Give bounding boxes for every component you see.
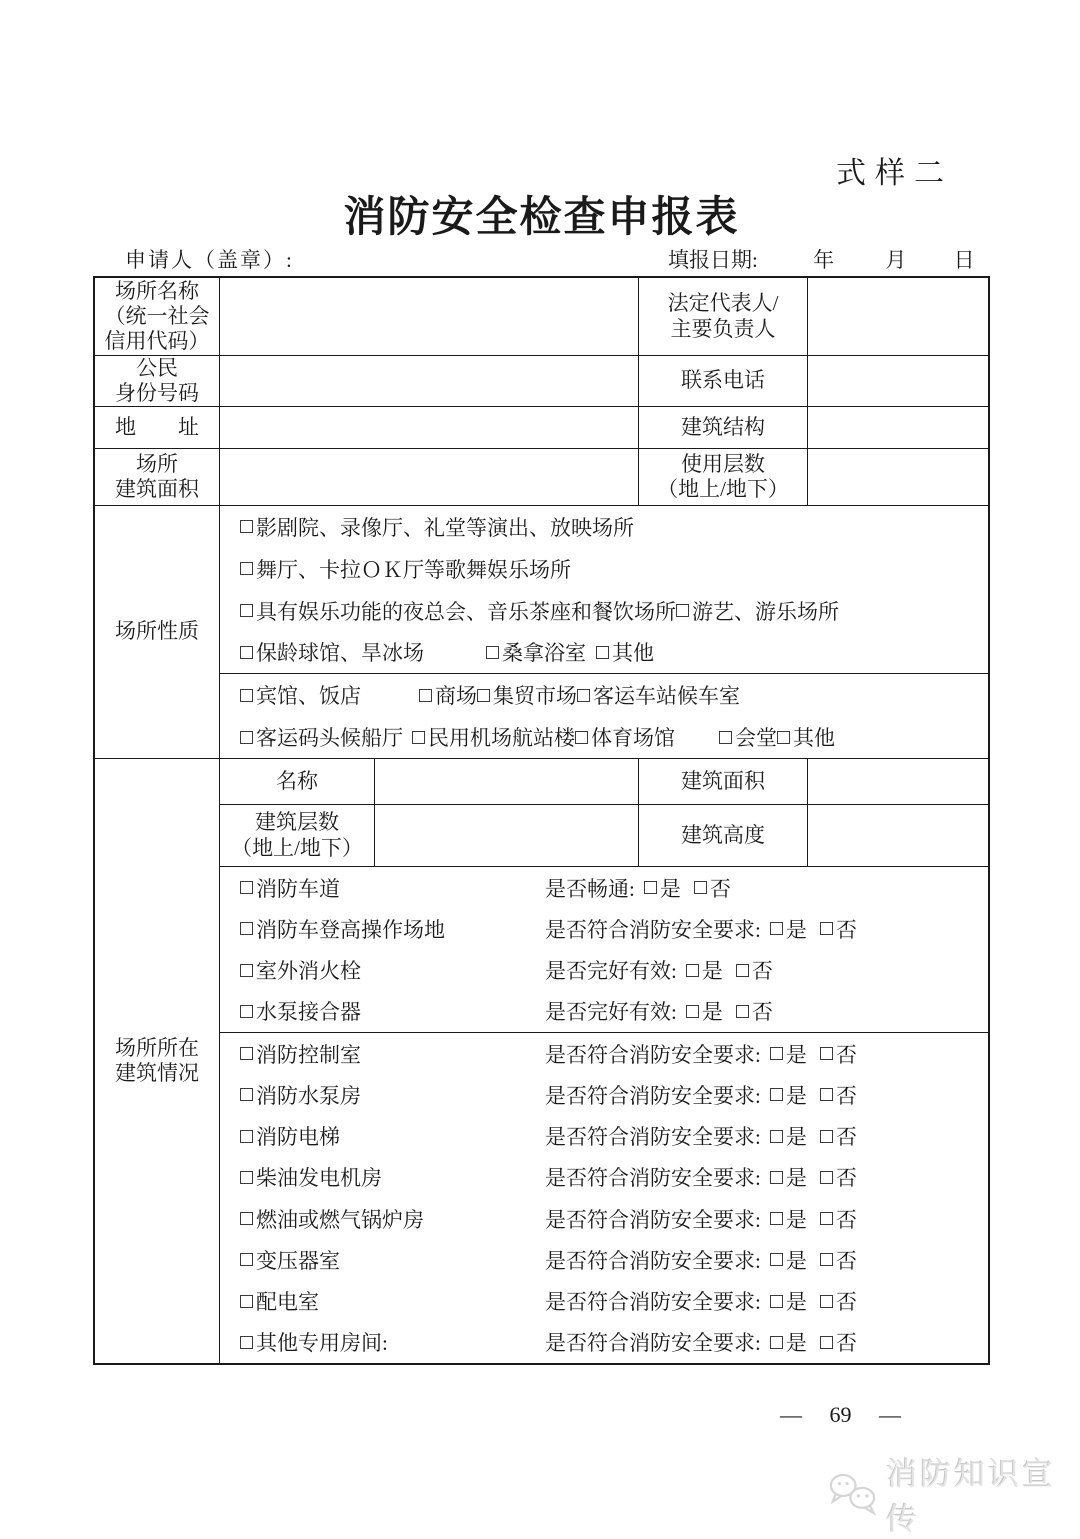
- facility-checkbox[interactable]: [240, 1253, 253, 1266]
- condition-question: 是否符合消防安全要求:: [545, 1331, 761, 1356]
- venue-option: [676, 596, 839, 626]
- condition-question: 是否符合消防安全要求:: [545, 1248, 761, 1273]
- yes-label: 是: [701, 959, 723, 984]
- facility-item: [240, 1162, 545, 1192]
- venue-nature-group-public: [220, 674, 988, 758]
- row-label: 联系电话: [639, 356, 808, 406]
- row-label: 地 址: [95, 407, 220, 448]
- option-checkbox[interactable]: [477, 689, 490, 702]
- facility-checkbox[interactable]: [240, 1088, 253, 1101]
- date-day-label: 日: [953, 248, 975, 272]
- facility-condition: [545, 1245, 857, 1275]
- venue-option: [719, 722, 777, 752]
- no-checkbox[interactable]: [820, 1212, 833, 1225]
- facility-group-outdoor: [220, 867, 988, 1033]
- option-label: 客运车站候车室: [593, 684, 740, 709]
- no-label: 否: [835, 1290, 857, 1315]
- no-label: 否: [751, 959, 773, 984]
- no-checkbox[interactable]: [820, 1171, 833, 1184]
- option-label: 宾馆、饭店: [256, 684, 361, 709]
- facility-item: [240, 1286, 545, 1316]
- facility-row: [240, 1121, 988, 1151]
- venue-option: [412, 722, 575, 752]
- facility-label: 消防水泵房: [256, 1083, 361, 1108]
- option-checkbox[interactable]: [577, 689, 590, 702]
- facility-label: 消防车道: [256, 876, 340, 901]
- wechat-icon: [828, 1471, 879, 1517]
- venue-option: [577, 680, 740, 710]
- facility-condition: [545, 1162, 857, 1192]
- facility-row: [240, 914, 988, 944]
- option-label: 其他: [793, 726, 835, 751]
- venue-option-line: [240, 637, 988, 667]
- venue-option: [240, 680, 361, 710]
- facility-item: [240, 996, 545, 1026]
- condition-question: 是否符合消防安全要求:: [545, 1125, 761, 1150]
- option-checkbox[interactable]: [777, 731, 790, 744]
- no-label: 否: [835, 1083, 857, 1108]
- value-field[interactable]: [808, 805, 988, 866]
- facility-row: [240, 1204, 988, 1234]
- no-label: 否: [835, 1248, 857, 1273]
- condition-question: 是否符合消防安全要求:: [545, 917, 761, 942]
- value-field[interactable]: [220, 407, 639, 448]
- yes-label: 是: [785, 1166, 807, 1191]
- venue-nature-label: 场所性质: [95, 506, 220, 758]
- venue-option: [477, 680, 577, 710]
- value-field[interactable]: [808, 356, 988, 406]
- option-label: 桑拿浴室: [502, 641, 586, 666]
- option-checkbox[interactable]: [240, 520, 253, 533]
- venue-option: [240, 596, 676, 626]
- facility-checkbox[interactable]: [240, 1171, 253, 1184]
- yes-label: 是: [785, 1290, 807, 1315]
- facility-item: [240, 1204, 545, 1234]
- facility-label: 变压器室: [256, 1248, 340, 1273]
- option-checkbox[interactable]: [596, 646, 609, 659]
- facility-item: [240, 1039, 545, 1069]
- option-checkbox[interactable]: [412, 731, 425, 744]
- facility-label: 室外消火栓: [256, 959, 361, 984]
- facility-row: [240, 1286, 988, 1316]
- facility-condition: [545, 1286, 857, 1316]
- option-label: 民用机场航站楼: [428, 726, 575, 751]
- no-checkbox[interactable]: [820, 1336, 833, 1349]
- venue-option-line: [240, 680, 988, 710]
- form-title: 消防安全检查申报表: [343, 195, 740, 241]
- no-checkbox[interactable]: [820, 1130, 833, 1143]
- date-month-label: 月: [885, 248, 907, 272]
- no-checkbox[interactable]: [820, 1088, 833, 1101]
- condition-question: 是否符合消防安全要求:: [545, 1083, 761, 1108]
- option-label: 具有娱乐功能的夜总会、音乐茶座和餐饮场所: [256, 599, 676, 624]
- building-info-label: 场所所在 建筑情况: [95, 759, 220, 1363]
- facility-checkbox[interactable]: [240, 1005, 253, 1018]
- venue-option: [575, 722, 675, 752]
- fill-date-label: 填报日期:: [668, 248, 758, 272]
- yes-label: 是: [785, 1207, 807, 1232]
- subheader: [93, 244, 990, 274]
- yes-checkbox[interactable]: [770, 1047, 783, 1060]
- facility-label: 水泵接合器: [256, 1000, 361, 1025]
- row-label: 建筑高度: [639, 805, 808, 866]
- condition-question: 是否完好有效:: [545, 959, 677, 984]
- facility-item: [240, 1121, 545, 1151]
- facility-item: [240, 955, 545, 985]
- value-field[interactable]: [808, 759, 988, 804]
- yes-checkbox[interactable]: [770, 922, 783, 935]
- no-label: 否: [835, 1166, 857, 1191]
- no-checkbox[interactable]: [820, 922, 833, 935]
- facility-row: [240, 955, 988, 985]
- yes-checkbox[interactable]: [770, 1336, 783, 1349]
- option-label: 影剧院、录像厅、礼堂等演出、放映场所: [256, 515, 634, 540]
- no-label: 否: [835, 917, 857, 942]
- value-field[interactable]: [808, 407, 988, 448]
- facility-checkbox[interactable]: [240, 881, 253, 894]
- row-label: 建筑面积: [639, 759, 808, 804]
- yes-checkbox[interactable]: [770, 1253, 783, 1266]
- info-row: [95, 407, 988, 449]
- yes-label: 是: [659, 876, 681, 901]
- yes-checkbox[interactable]: [644, 881, 657, 894]
- facility-condition: [545, 1080, 857, 1110]
- value-field[interactable]: [375, 805, 639, 866]
- option-label: 会堂: [735, 726, 777, 751]
- building-subrow: [220, 805, 988, 867]
- value-field[interactable]: [808, 449, 988, 505]
- option-label: 客运码头候船厅: [256, 726, 403, 751]
- row-label: 法定代表人/ 主要负责人: [639, 278, 808, 355]
- yes-label: 是: [785, 1125, 807, 1150]
- facility-condition: [545, 996, 773, 1026]
- venue-option: [419, 680, 477, 710]
- no-checkbox[interactable]: [736, 1005, 749, 1018]
- facility-condition: [545, 914, 857, 944]
- no-checkbox[interactable]: [820, 1047, 833, 1060]
- yes-label: 是: [701, 1000, 723, 1025]
- option-label: 保龄球馆、旱冰场: [256, 641, 424, 666]
- venue-option-line: [240, 722, 988, 752]
- option-checkbox[interactable]: [719, 731, 732, 744]
- value-field[interactable]: [375, 759, 639, 804]
- no-checkbox[interactable]: [820, 1295, 833, 1308]
- no-label: 否: [835, 1042, 857, 1067]
- option-checkbox[interactable]: [240, 562, 253, 575]
- condition-question: 是否符合消防安全要求:: [545, 1290, 761, 1315]
- yes-checkbox[interactable]: [770, 1130, 783, 1143]
- facility-item: [240, 873, 545, 903]
- condition-question: 是否畅通:: [545, 876, 635, 901]
- yes-checkbox[interactable]: [770, 1295, 783, 1308]
- no-label: 否: [709, 876, 731, 901]
- option-checkbox[interactable]: [240, 731, 253, 744]
- venue-nature-row: [95, 506, 988, 759]
- no-label: 否: [751, 1000, 773, 1025]
- facility-checkbox[interactable]: [240, 922, 253, 935]
- row-label: 场所 建筑面积: [95, 449, 220, 505]
- fill-date-group: [668, 244, 975, 274]
- venue-option: [240, 512, 634, 542]
- venue-option: [486, 637, 586, 667]
- option-label: 游艺、游乐场所: [692, 599, 839, 624]
- row-label: 名称: [220, 759, 375, 804]
- facility-checkbox[interactable]: [240, 1295, 253, 1308]
- venue-option: [596, 637, 654, 667]
- value-field[interactable]: [220, 356, 639, 406]
- facility-condition: [545, 1039, 857, 1069]
- facility-item: [240, 1080, 545, 1110]
- option-checkbox[interactable]: [575, 731, 588, 744]
- yes-checkbox[interactable]: [770, 1171, 783, 1184]
- row-label: 使用层数 （地上/地下）: [639, 449, 808, 505]
- yes-checkbox[interactable]: [686, 964, 699, 977]
- facility-label: 其他专用房间:: [256, 1331, 388, 1356]
- building-subrow: [220, 759, 988, 805]
- option-checkbox[interactable]: [240, 689, 253, 702]
- facility-row: [240, 1245, 988, 1275]
- venue-nature-group-entertainment: [220, 506, 988, 674]
- venue-option: [777, 722, 835, 752]
- no-checkbox[interactable]: [736, 964, 749, 977]
- facility-label: 消防车登高操作场地: [256, 917, 445, 942]
- condition-question: 是否完好有效:: [545, 1000, 677, 1025]
- facility-condition: [545, 1121, 857, 1151]
- facility-label: 柴油发电机房: [256, 1166, 382, 1191]
- no-label: 否: [835, 1125, 857, 1150]
- facility-group-rooms: [220, 1033, 988, 1363]
- declaration-form-table: [93, 276, 990, 1365]
- venue-nature-options: [220, 506, 988, 758]
- yes-checkbox[interactable]: [770, 1088, 783, 1101]
- facility-condition: [545, 1327, 857, 1357]
- facility-checkbox[interactable]: [240, 1212, 253, 1225]
- form-style-label: 式样二: [836, 157, 953, 190]
- watermark: [828, 1449, 1080, 1539]
- option-label: 舞厅、卡拉ＯＫ厅等歌舞娱乐场所: [256, 557, 571, 582]
- no-label: 否: [835, 1331, 857, 1356]
- no-checkbox[interactable]: [820, 1253, 833, 1266]
- applicant-seal-label: 申请人（盖章）:: [125, 248, 294, 272]
- facility-row: [240, 1080, 988, 1110]
- row-label: 建筑层数 （地上/地下）: [220, 805, 375, 866]
- venue-option-line: [240, 596, 988, 626]
- facility-row: [240, 1162, 988, 1192]
- facility-label: 配电室: [256, 1290, 319, 1315]
- no-checkbox[interactable]: [694, 881, 707, 894]
- facility-item: [240, 914, 545, 944]
- building-info-content: [220, 759, 988, 1363]
- watermark-text: 消防知识宣传: [886, 1457, 1057, 1537]
- option-label: 集贸市场: [493, 684, 577, 709]
- building-subrows: [220, 759, 988, 867]
- facility-label: 消防电梯: [256, 1125, 340, 1150]
- option-label: 其他: [612, 641, 654, 666]
- yes-label: 是: [785, 917, 807, 942]
- condition-question: 是否符合消防安全要求:: [545, 1207, 761, 1232]
- option-checkbox[interactable]: [419, 689, 432, 702]
- row-label: 场所名称 （统一社会 信用代码）: [95, 278, 220, 355]
- option-checkbox[interactable]: [240, 646, 253, 659]
- page-number: — 69 —: [780, 1402, 901, 1427]
- condition-question: 是否符合消防安全要求:: [545, 1166, 761, 1191]
- value-field[interactable]: [808, 278, 988, 355]
- facility-condition: [545, 873, 731, 903]
- facility-checkbox[interactable]: [240, 1336, 253, 1349]
- venue-option-line: [240, 554, 988, 584]
- condition-question: 是否符合消防安全要求:: [545, 1042, 761, 1067]
- info-row: [95, 356, 988, 407]
- venue-option: [240, 554, 571, 584]
- info-row: [95, 449, 988, 506]
- date-year-label: 年: [813, 248, 835, 272]
- venue-option-line: [240, 512, 988, 542]
- facility-condition: [545, 1204, 857, 1234]
- yes-label: 是: [785, 1248, 807, 1273]
- option-checkbox[interactable]: [486, 646, 499, 659]
- option-label: 商场: [435, 684, 477, 709]
- venue-option: [240, 722, 403, 752]
- facility-row: [240, 996, 988, 1026]
- facility-checkbox[interactable]: [240, 1130, 253, 1143]
- yes-label: 是: [785, 1083, 807, 1108]
- facility-label: 消防控制室: [256, 1042, 361, 1067]
- value-field[interactable]: [220, 449, 639, 505]
- facility-item: [240, 1245, 545, 1275]
- basic-info-section: [95, 278, 988, 506]
- no-label: 否: [835, 1207, 857, 1232]
- yes-checkbox[interactable]: [770, 1212, 783, 1225]
- facility-label: 燃油或燃气锅炉房: [256, 1207, 424, 1232]
- facility-checkbox[interactable]: [240, 1047, 253, 1060]
- row-label: 公民 身份号码: [95, 356, 220, 406]
- facility-condition: [545, 955, 773, 985]
- option-checkbox[interactable]: [240, 604, 253, 617]
- facility-item: [240, 1327, 545, 1357]
- facility-checkbox[interactable]: [240, 964, 253, 977]
- row-label: 建筑结构: [639, 407, 808, 448]
- yes-label: 是: [785, 1331, 807, 1356]
- facility-row: [240, 1327, 988, 1357]
- facility-row: [240, 873, 988, 903]
- venue-option: [240, 637, 424, 667]
- building-info-row: [95, 759, 988, 1363]
- info-row: [95, 278, 988, 356]
- option-label: 体育场馆: [591, 726, 675, 751]
- option-checkbox[interactable]: [676, 604, 689, 617]
- value-field[interactable]: [220, 278, 639, 355]
- yes-label: 是: [785, 1042, 807, 1067]
- facility-row: [240, 1039, 988, 1069]
- yes-checkbox[interactable]: [686, 1005, 699, 1018]
